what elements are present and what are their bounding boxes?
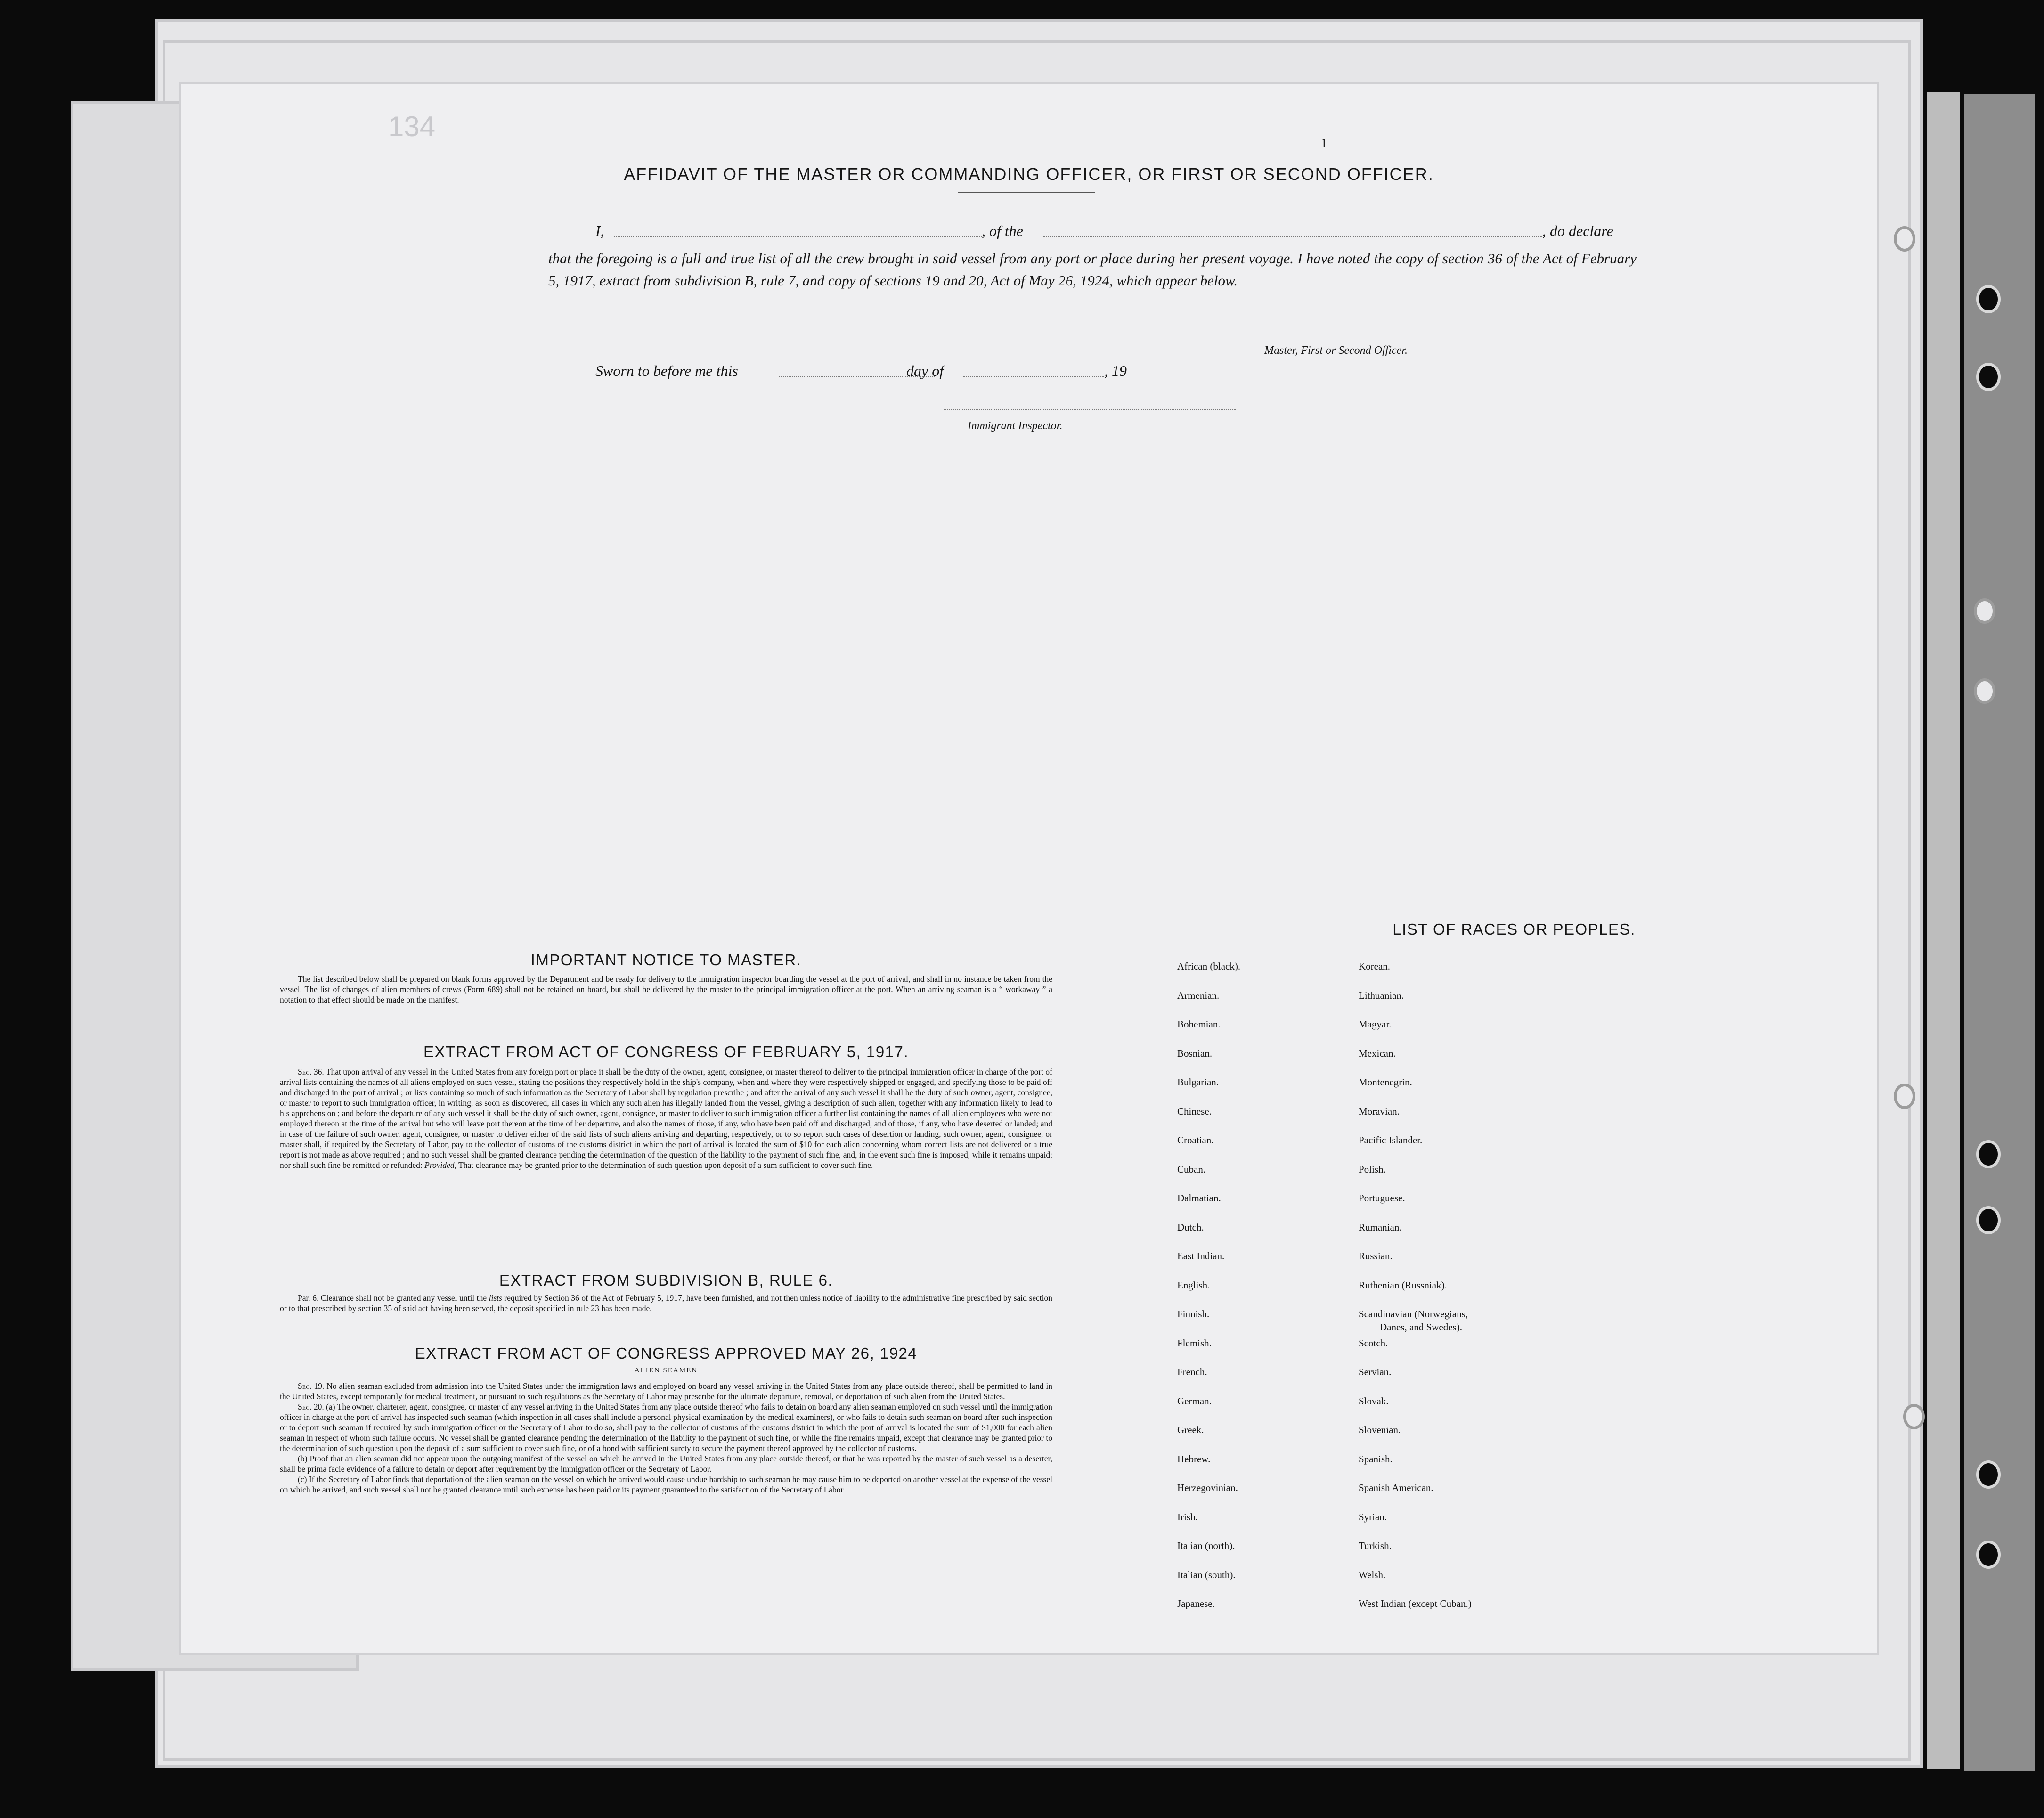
- race-left-item: Armenian.: [1177, 989, 1220, 1001]
- name-blank: [614, 236, 982, 237]
- rule6-text-end: required by Section 36 of the Act of February 5, 1917, have been furnished, and not then unless notice of liability to the administrative fine prescribed by said section or to that prescribed by section 35 of said act having been served, the deposit specified in rule 23 has been made.: [280, 1293, 1053, 1313]
- race-right-item: Servian.: [1359, 1366, 1392, 1378]
- inspector-blank: [944, 409, 1236, 410]
- race-left-item: East Indian.: [1177, 1250, 1225, 1262]
- day-of-label: day of: [906, 362, 944, 379]
- race-right-item: Scandinavian (Norwegians,: [1359, 1308, 1468, 1320]
- sec-36-text: That upon arrival of any vessel in the United States from any foreign port or place it shall be the duty of the owner, agent, consignee, or master thereof to deliver to the principal immigration officer in charge of the port of arrival lists containing the names of all aliens employed on such vessel, stating the positions they respectively hold in the ship's company, when and where they were respectively shipped or engaged, and specifying those to be paid off and discharged in the port of arrival ; or lists containing so much of such information as the Secretary of Labor shall by regulation prescribe ; and after the arrival of any such vessel it shall be the duty of such owner, agent, consignee, or master to report to such immigration officer, in writing, as soon as discovered, all cases in which any such alien has illegally landed from the vessel, giving a description of such alien, together with any information likely to lead to his apprehension ; and before the departure of any such vessel it shall be the duty of such owner, agent, consignee, or master to deliver to such immigration officer a further list containing the names of all alien employees who were not employed thereon at the time of the arrival but who will leave port thereon at the time of her departure, and also the names of those, if any, who have been paid off and discharged, and of those, if any, who have deserted or landed; and in case of the failure of such owner, agent, consignee, or master to deliver either of the said lists of such aliens arriving and departing, respectively, or to so report such cases of desertion or landing, such owner, agent, consignee, or master shall, if required by the Secretary of Labor, pay to the collector of customs of the customs district in which the port of arrival is located the sum of $10 for each alien concerning whom correct lists are not delivered or a true report is not made as above required ; and no such vessel shall be granted clearance pending the determination of the question of the liability to the payment of such fine, and, in the event such fine is imposed, while it remains unpaid; nor shall such fine be remitted or refunded:: [280, 1067, 1053, 1170]
- races-title: LIST OF RACES OR PEOPLES.: [1393, 921, 1636, 938]
- extract-1917-text: [280, 1067, 1052, 1170]
- extract-rule6-text: [280, 1293, 1052, 1313]
- race-right-item: Spanish American.: [1359, 1482, 1433, 1493]
- sec-36-label: Sec. 36.: [298, 1067, 324, 1076]
- race-right-item: Slovenian.: [1359, 1424, 1401, 1435]
- race-left-item: Herzegovinian.: [1177, 1482, 1238, 1493]
- affidavit-i: I,: [595, 222, 604, 239]
- binder-hole-5: [1976, 1460, 2001, 1489]
- binder-edge: [1964, 94, 2035, 1771]
- race-left-item: Italian (north).: [1177, 1540, 1235, 1551]
- race-left-item: Flemish.: [1177, 1337, 1212, 1349]
- extract-1924-text: [280, 1381, 1052, 1495]
- rule6-text-start: Par. 6. Clearance shall not be granted any vessel until the: [298, 1293, 487, 1303]
- race-left-item: French.: [1177, 1366, 1207, 1378]
- sec-36-text-end: That clearance may be granted prior to the determination of such question upon deposit of a sum sufficient to cover such fine.: [458, 1160, 873, 1170]
- affidavit-of-the: , of the: [982, 222, 1023, 239]
- race-right-item: Slovak.: [1359, 1395, 1389, 1407]
- corner-mark: 1: [1321, 136, 1327, 150]
- race-left-item: English.: [1177, 1279, 1210, 1291]
- race-left-item: Finnish.: [1177, 1308, 1210, 1320]
- race-left-item: African (black).: [1177, 961, 1241, 972]
- race-right-item: Ruthenian (Russniak).: [1359, 1279, 1447, 1291]
- page-hole-2: [1974, 678, 1995, 704]
- proviso-word: Provided,: [424, 1160, 456, 1170]
- page-hole-3: [1894, 226, 1915, 252]
- master-label: Master, First or Second Officer.: [1264, 344, 1408, 357]
- affidavit-body: that the foregoing is a full and true list of all the crew brought in said vessel from any port or place during her present voyage. I have noted the copy of section 36 of the Act of February 5, 1917, extract from subdivision B, rule 7, and copy of sections 19 and 20, Act of May 26, 1924, which appear below.: [548, 250, 1637, 289]
- race-right-item: Pacific Islander.: [1359, 1134, 1423, 1146]
- race-right-continuation: Danes, and Swedes).: [1380, 1321, 1462, 1333]
- races-left-column: [1177, 961, 1375, 1620]
- race-left-item: Croatian.: [1177, 1134, 1214, 1146]
- page-hole-4: [1894, 1084, 1915, 1109]
- notice-paragraph: The list described below shall be prepared on blank forms approved by the Department and be ready for delivery to the immigration inspector boarding the vessel at the port of arrival, and shall in no instance be taken from the vessel. The list of changes of alien members of crews (Form 689) shall not be retained on board, but shall be delivered by the master to the principal immigration officer at the port. When an arriving seaman is a “ workaway ” a notation to that effect should be made on the manifest.: [280, 974, 1052, 1004]
- page-hole-5: [1903, 1404, 1925, 1429]
- binder-hole-6: [1976, 1541, 2001, 1569]
- race-left-item: Greek.: [1177, 1424, 1204, 1435]
- race-left-item: Dutch.: [1177, 1221, 1204, 1233]
- race-right-item: Welsh.: [1359, 1569, 1386, 1581]
- race-right-item: Moravian.: [1359, 1105, 1400, 1117]
- race-left-item: Bosnian.: [1177, 1047, 1213, 1059]
- alien-seamen-subtitle: ALIEN SEAMEN: [634, 1367, 698, 1374]
- vessel-blank: [1043, 236, 1542, 237]
- sec-19-text: No alien seaman excluded from admission into the United States under the immigration laws and employed on board any vessel arriving in the United States from any place outside thereof, shall be permitted to land in the United States, except temporarily for medical treatment, or pursuant to such regulations as the Secretary of Labor may prescribe for the ultimate departure, removal, or deportation of such alien from the United States.: [280, 1381, 1052, 1401]
- sec-20b-text: (b) Proof that an alien seaman did not appear upon the outgoing manifest of the vessel on which he arrived in the United States from any place outside thereof, or that he was reported by the master of such vessel as a deserter, shall be prima facie evidence of a failure to detain or deport after requirement by the immigration officer or the Secretary of Labor.: [280, 1454, 1052, 1474]
- extract-1924-title: EXTRACT FROM ACT OF CONGRESS APPROVED MAY 26, 1924: [415, 1345, 918, 1362]
- year-label: , 19: [1104, 362, 1127, 379]
- notice-text: [280, 974, 1052, 1005]
- race-right-item: Spanish.: [1359, 1453, 1393, 1465]
- race-right-item: Polish.: [1359, 1163, 1386, 1175]
- race-right-item: Montenegrin.: [1359, 1076, 1412, 1088]
- race-right-item: Mexican.: [1359, 1047, 1396, 1059]
- race-right-item: Turkish.: [1359, 1540, 1392, 1551]
- sworn-label: Sworn to before me this: [595, 362, 738, 379]
- race-left-item: Chinese.: [1177, 1105, 1212, 1117]
- notice-title: IMPORTANT NOTICE TO MASTER.: [530, 951, 802, 969]
- race-right-item: Portuguese.: [1359, 1192, 1405, 1204]
- binder-hole-3: [1976, 1140, 2001, 1168]
- race-left-item: Bulgarian.: [1177, 1076, 1219, 1088]
- binder-strip: [1927, 92, 1960, 1769]
- binder-hole-1: [1976, 285, 2001, 313]
- race-left-item: Dalmatian.: [1177, 1192, 1221, 1204]
- race-right-item: Syrian.: [1359, 1511, 1387, 1523]
- race-left-item: Japanese.: [1177, 1598, 1215, 1609]
- race-right-item: Korean.: [1359, 961, 1391, 972]
- race-right-item: Lithuanian.: [1359, 989, 1404, 1001]
- race-left-item: Cuban.: [1177, 1163, 1206, 1175]
- race-left-item: Hebrew.: [1177, 1453, 1211, 1465]
- race-left-item: Italian (south).: [1177, 1569, 1236, 1581]
- binder-hole-4: [1976, 1206, 2001, 1234]
- rule6-lists-word: lists: [489, 1293, 502, 1303]
- race-left-item: German.: [1177, 1395, 1212, 1407]
- race-left-item: Irish.: [1177, 1511, 1198, 1523]
- race-right-item: Scotch.: [1359, 1337, 1388, 1349]
- race-right-item: Russian.: [1359, 1250, 1393, 1262]
- race-left-item: Bohemian.: [1177, 1019, 1221, 1030]
- race-right-item: West Indian (except Cuban.): [1359, 1598, 1472, 1609]
- extract-1917-title: EXTRACT FROM ACT OF CONGRESS OF FEBRUARY 5, 1917.: [423, 1043, 909, 1060]
- sec-20c-text: (c) If the Secretary of Labor finds that deportation of the alien seaman on the vessel on which he arrived would cause undue hardship to such seaman he may cause him to be deported on another vessel at the expense of the vessel on which he arrived, and such vessel shall not be granted clearance until such expense has been paid or its payment guaranteed to the satisfaction of the Secretary of Labor.: [280, 1475, 1052, 1494]
- sec-20-label: Sec. 20.: [298, 1402, 324, 1411]
- binder-hole-2: [1976, 363, 2001, 391]
- affidavit-title: AFFIDAVIT OF THE MASTER OR COMMANDING OFFICER, OR FIRST OR SECOND OFFICER.: [624, 164, 1434, 184]
- document-page: [179, 82, 1879, 1655]
- races-right-column: [1359, 961, 1651, 1620]
- inspector-label: Immigrant Inspector.: [968, 420, 1063, 432]
- sec-20a-text: (a) The owner, charterer, agent, consignee, or master of any vessel arriving in the United States from any place outside thereof who fails to detain on board any alien seaman employed on such vessel until the immigration officer in charge at the port of arrival has inspected such seaman (which inspection in all cases shall include a personal physical examination by the medical examiners), or who fails to detain such seaman on board after such inspection or to deport such seaman if required by such immigration officer or the Secretary of Labor to do so, shall pay to the collector of customs of the customs district in which the port of arrival is located the sum of $1,000 for each alien seaman in respect of whom such failure occurs. No vessel shall be granted clearance pending the determination of the liability to the payment of such fine, or while the fine remains unpaid, except that clearance may be granted prior to the determination of such question upon the deposit of a sum sufficient to cover such fine, or of a bond with sufficient surety to secure the payment thereof approved by the collector of customs.: [280, 1402, 1053, 1453]
- extract-rule6-title: EXTRACT FROM SUBDIVISION B, RULE 6.: [499, 1272, 833, 1289]
- page-hole-1: [1974, 598, 1995, 624]
- sec-19-label: Sec. 19.: [298, 1381, 325, 1391]
- race-right-item: Rumanian.: [1359, 1221, 1402, 1233]
- affidavit-title-rule: [958, 192, 1095, 193]
- page-number: 134: [388, 111, 436, 142]
- sworn-month-blank: [963, 376, 1104, 377]
- affidavit-do-declare: , do declare: [1542, 222, 1613, 239]
- race-right-item: Magyar.: [1359, 1019, 1392, 1030]
